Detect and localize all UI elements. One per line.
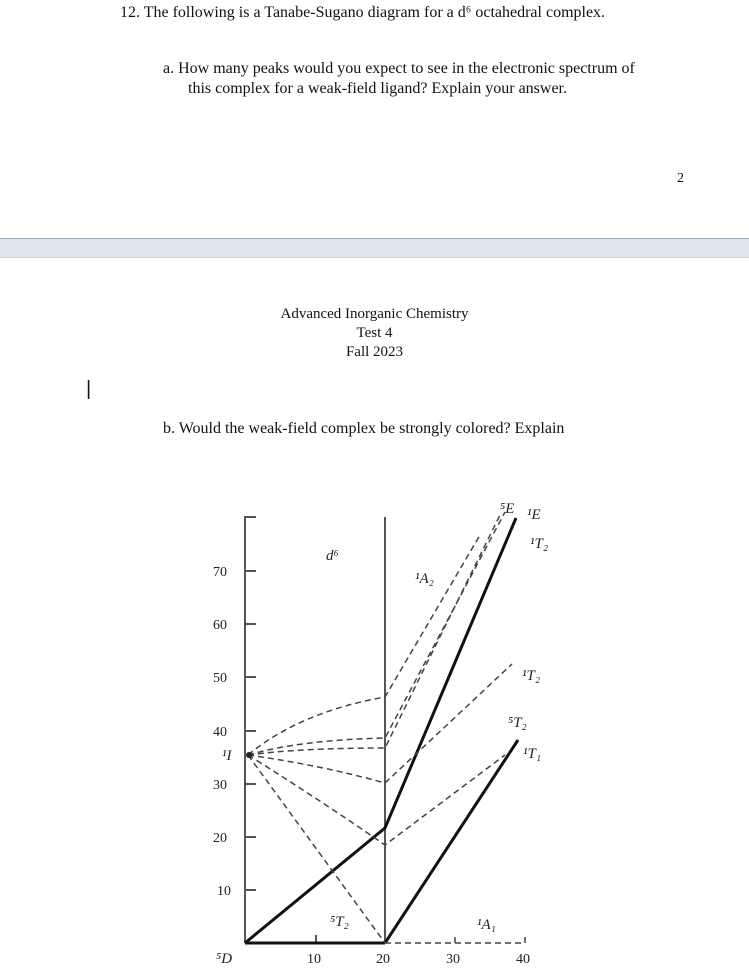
page-number: 2 <box>677 171 684 186</box>
part-b-text: b. Would the weak-field complex be strongly colored? Explain <box>163 420 565 437</box>
term-label: ¹T₁ <box>523 746 542 762</box>
question-title: 12. The following is a Tanabe-Sugano diagram for a d⁶ octahedral complex. <box>120 4 606 21</box>
origin-label: ⁵D <box>216 951 233 967</box>
curve-4 <box>248 664 512 783</box>
term-label: ⁵E <box>500 501 515 517</box>
y-tick-label: 50 <box>213 671 227 686</box>
x-tick-label: 10 <box>307 952 321 967</box>
x-tick-label: 30 <box>446 952 460 967</box>
term-label: ¹A₂ <box>415 571 434 587</box>
config-label: d⁶ <box>326 548 339 564</box>
curve-3 <box>248 515 500 755</box>
curve-6 <box>248 755 385 943</box>
y-tick-label: 20 <box>213 831 227 846</box>
term-label: ¹E <box>527 507 541 523</box>
header-course: Advanced Inorganic Chemistry <box>280 306 469 322</box>
dashed-baseline <box>385 936 525 943</box>
part-a-line1: a. How many peaks would you expect to see in the electronic spectrum of <box>163 60 635 77</box>
curve-5 <box>248 755 505 845</box>
x-tick-label: 40 <box>516 952 530 967</box>
term-label: ¹T₂ <box>530 536 549 552</box>
y-tick-label: 70 <box>213 565 227 580</box>
y-tick-label: 30 <box>213 778 227 793</box>
header-term: Fall 2023 <box>345 344 404 360</box>
y-tick-label: 40 <box>213 725 227 740</box>
term-label: ⁵T₂ <box>330 914 349 930</box>
curve-1 <box>248 535 480 755</box>
solid-line-5T2 <box>385 740 518 943</box>
free-ion-label: ¹I <box>222 748 232 764</box>
part-a-line2: this complex for a weak-field ligand? Explain your answer. <box>188 80 567 97</box>
header-test: Test 4 <box>356 325 393 341</box>
text-cursor: | <box>86 378 92 400</box>
term-label: ¹T₂ <box>522 668 541 684</box>
term-label: ⁵T₂ <box>508 715 527 731</box>
y-axis-ticks <box>245 571 256 890</box>
free-ion-point <box>246 752 252 758</box>
term-label: ¹A₁ <box>477 917 496 933</box>
x-tick-label: 20 <box>376 952 390 967</box>
y-tick-label: 10 <box>217 884 231 899</box>
y-tick-label: 60 <box>213 618 227 633</box>
